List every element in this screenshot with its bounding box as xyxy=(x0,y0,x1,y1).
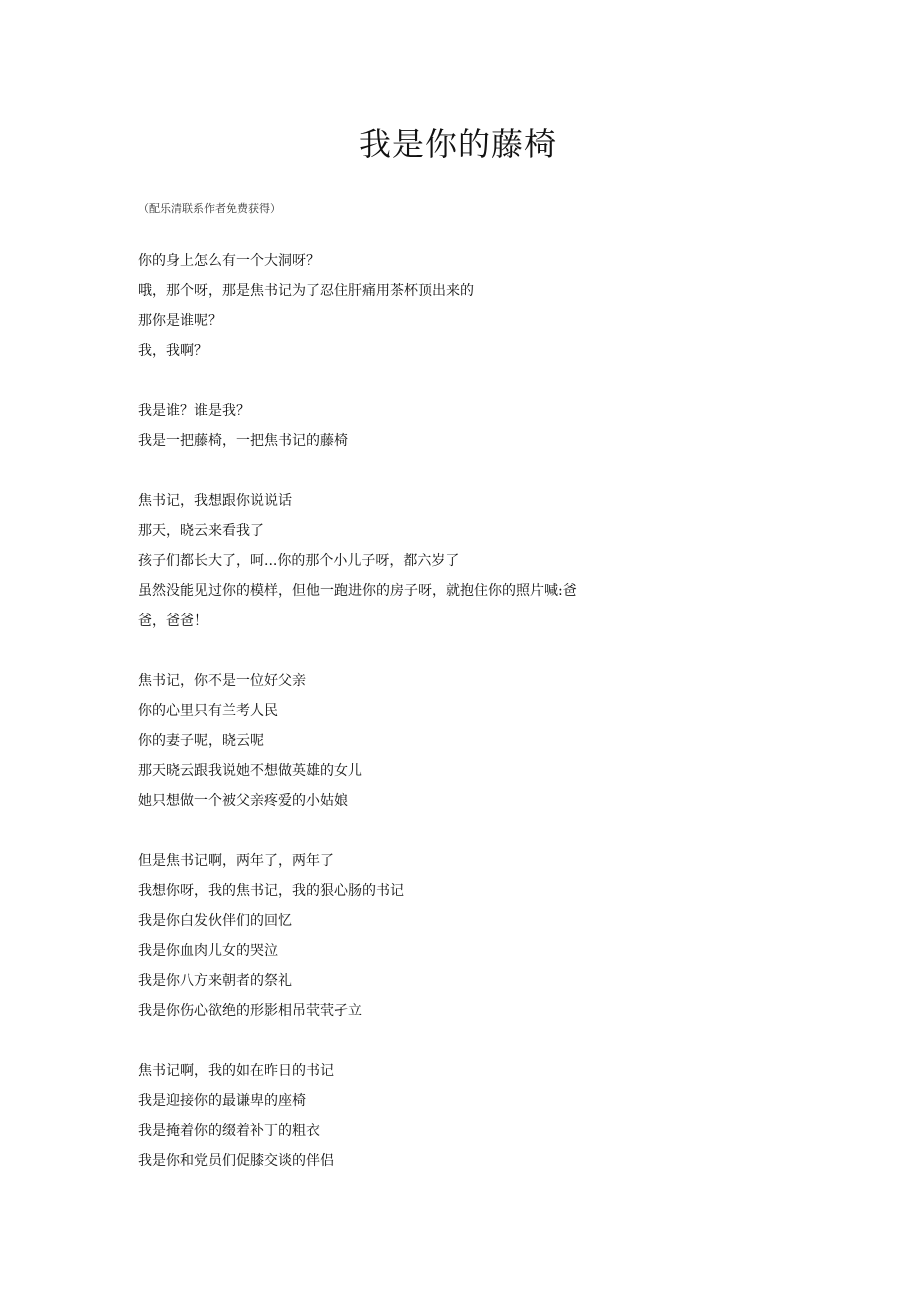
poem-line: 你的身上怎么有一个大洞呀？ xyxy=(138,253,320,269)
poem-line: 孩子们都长大了，呵...你的那个小儿子呀，都六岁了 xyxy=(138,553,460,569)
poem-line: 焦书记，我想跟你说说话 xyxy=(138,493,292,509)
poem-line: 我，我啊？ xyxy=(138,343,208,359)
poem-line: 我是你八方来朝者的祭礼 xyxy=(138,973,292,989)
poem-line: 哦，那个呀，那是焦书记为了忍住肝痛用茶杯顶出来的 xyxy=(138,283,474,299)
poem-line: 我是一把藤椅，一把焦书记的藤椅 xyxy=(138,433,348,449)
poem-line: 那天，晓云来看我了 xyxy=(138,523,264,539)
poem-line: 我是你和党员们促膝交谈的伴侣 xyxy=(138,1153,334,1169)
poem-line: 我是掩着你的缀着补丁的粗衣 xyxy=(138,1123,320,1139)
poem-line: 爸，爸爸！ xyxy=(138,613,208,629)
poem-line: 我是你伤心欲绝的形影相吊茕茕孑立 xyxy=(138,1003,362,1019)
poem-line: 我是你血肉儿女的哭泣 xyxy=(138,943,278,959)
poem-line: 我想你呀，我的焦书记，我的狠心肠的书记 xyxy=(138,883,404,899)
document-title: 我是你的藤椅 xyxy=(358,125,557,163)
stanza-3 xyxy=(138,486,638,636)
stanza-4 xyxy=(138,666,638,816)
poem-line: 我是你白发伙伴们的回忆 xyxy=(138,913,292,929)
poem-body xyxy=(138,246,638,1206)
poem-line: 我是迎接你的最谦卑的座椅 xyxy=(138,1093,306,1109)
poem-line: 你的心里只有兰考人民 xyxy=(138,703,278,719)
document-note: （配乐清联系作者免费获得） xyxy=(138,202,281,215)
poem-line: 但是焦书记啊，两年了，两年了 xyxy=(138,853,334,869)
poem-line: 你的妻子呢，晓云呢 xyxy=(138,733,264,749)
poem-line: 焦书记，你不是一位好父亲 xyxy=(138,673,306,689)
poem-line: 那你是谁呢？ xyxy=(138,313,222,329)
poem-line: 焦书记啊，我的如在昨日的书记 xyxy=(138,1063,334,1079)
poem-line: 我是谁？谁是我？ xyxy=(138,403,250,419)
poem-line: 那天晓云跟我说她不想做英雄的女儿 xyxy=(138,763,362,779)
poem-line: 虽然没能见过你的模样，但他一跑进你的房子呀，就抱住你的照片喊:爸 xyxy=(138,583,577,599)
stanza-5 xyxy=(138,846,638,1026)
stanza-2 xyxy=(138,396,638,456)
poem-line: 她只想做一个被父亲疼爱的小姑娘 xyxy=(138,793,348,809)
stanza-6 xyxy=(138,1056,638,1176)
stanza-1 xyxy=(138,246,638,366)
